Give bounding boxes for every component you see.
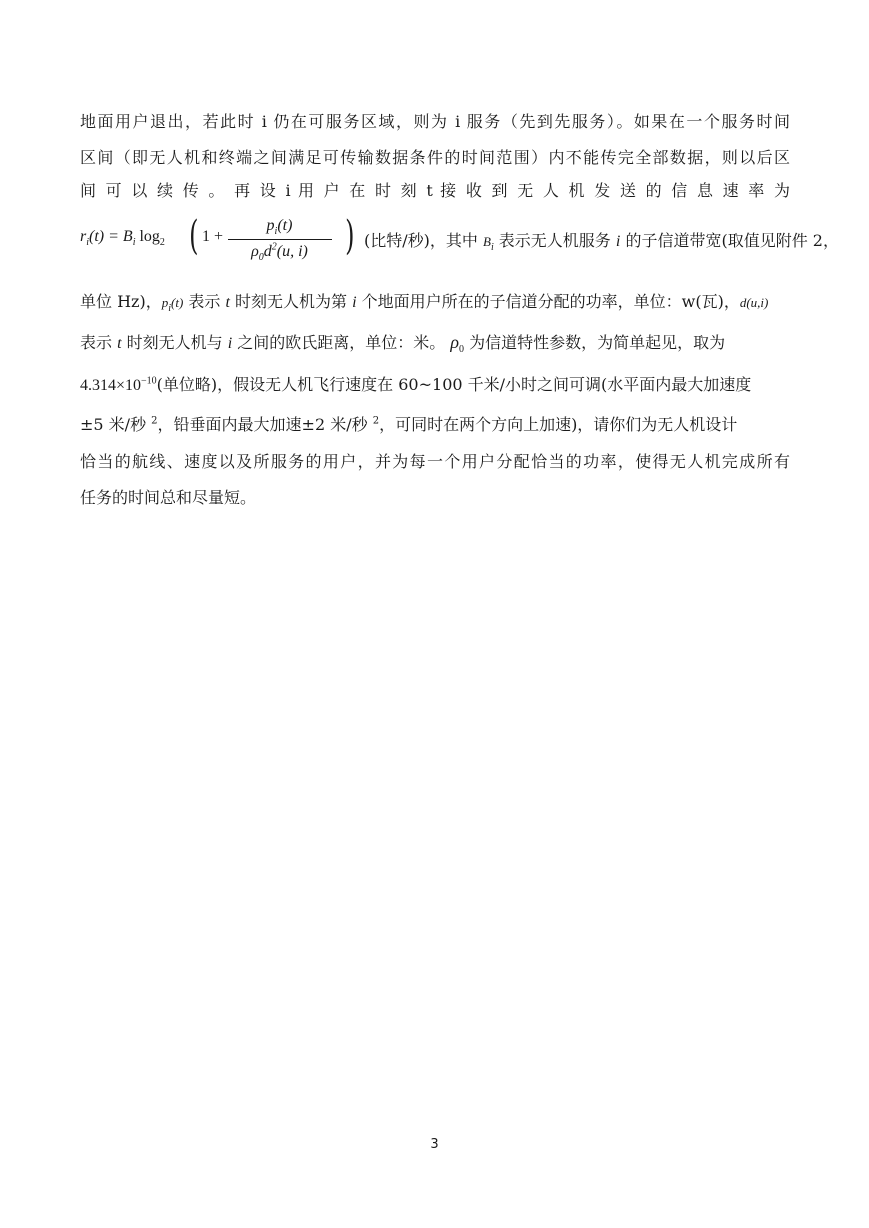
rate-formula <box>80 210 839 266</box>
paragraph-line-3: 间 可 以 续 传 。 再 设 i 用 户 在 时 刻 t 接 收 到 无 人 机 发 送 的 信 息 速 率 为 <box>80 181 790 200</box>
paragraph-line-1: 地面用户退出，若此时 i 仍在可服务区域，则为 i 服务（先到先服务）。如果在一个服务时间 <box>80 112 790 131</box>
fraction-bar <box>228 239 332 240</box>
paragraph-line-2: 区间（即无人机和终端之间满足可传输数据条件的时间范围）内不能传完全部数据，则以后区 <box>80 148 790 167</box>
paragraph-line-8: ±5 米/秒 $^2$，铅垂面内最大加速±2 米/秒 $^2$，可同时在两个方向上加速)，请你们为无人机设计 <box>80 415 738 434</box>
formula-right-paren: ) <box>345 213 355 259</box>
formula-lhs: $r_i(t) = B_i$ $\log_2$ <box>80 228 165 249</box>
fraction-numerator: $p_i(t)$ <box>266 217 293 238</box>
paragraph-line-6: 表示 t 时刻无人机与 i 之间的欧氏距离，单位：米。 $\rho_0$ 为信道特性参数，为简单起见，取为 <box>80 332 726 356</box>
page-number: 3 <box>430 1137 439 1152</box>
formula-left-paren: ( <box>189 213 199 259</box>
formula-trailing-text: (比特/秒)，其中 $B_i$ 表示无人机服务 i 的子信道带宽(取值见附件 2， <box>364 231 839 254</box>
fraction-denominator: $\rho_0d^2(u$, i) <box>251 241 308 264</box>
paragraph-line-5: 单位 Hz)，$p_i(t)$ 表示 t 时刻无人机为第 i 个地面用户所在的子信道分配的功率，单位：w(瓦)，d(u,i) <box>80 292 769 315</box>
paragraph-line-7: $4.314\times 10^{-10}$(单位略)，假设无人机飞行速度在 60~100 千米/小时之间可调(水平面内最大加速度 <box>80 375 752 394</box>
formula-one-plus: 1 + <box>202 228 224 245</box>
paragraph-line-10: 任务的时间总和尽量短。 <box>80 488 257 507</box>
paragraph-line-9: 恰当的航线、速度以及所服务的用户，并为每一个用户分配恰当的功率，使得无人机完成所有 <box>80 452 790 471</box>
